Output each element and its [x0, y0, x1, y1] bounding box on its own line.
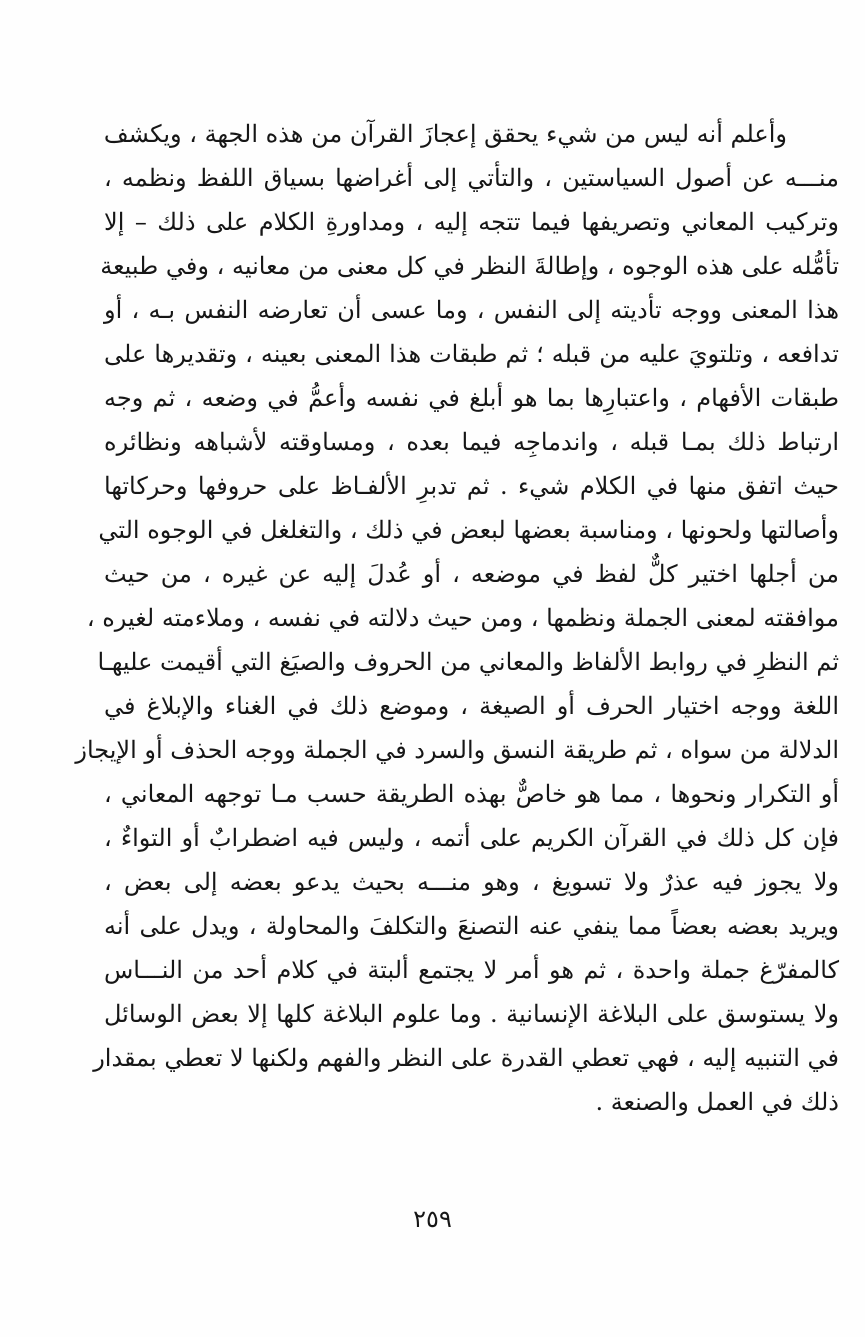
text-line: تأمُّله على هذه الوجوه ، وإطالةَ النظر في كل معنى من معانيه ، وفي طبيعة — [100, 252, 839, 280]
text-line: ولا يستوسق على البلاغة الإنسانية . وما علوم البلاغة كلها إلا بعض الوسائل — [104, 1000, 839, 1028]
text-line: اللغة ووجه اختيار الحرف أو الصيغة ، وموضع ذلك في الغناء والإبلاغ في — [104, 692, 839, 720]
text-line: موافقته لمعنى الجملة ونظمها ، ومن حيث دلالته في نفسه ، وملاءمته لغيره ، — [86, 604, 839, 632]
text-line: ولا يجوز فيه عذرٌ ولا تسويغ ، وهو منـــه بحيث يدعو بعضه إلى بعض ، — [104, 868, 839, 896]
text-line: وتركيب المعاني وتصريفها فيما تتجه إليه ، ومداورةِ الكلام على ذلك – إلا — [104, 208, 839, 236]
text-line: منـــه عن أصول السياستين ، والتأتي إلى أغراضها بسياق اللفظ ونظمه ، — [104, 164, 839, 192]
text-line: الدلالة من سواه ، ثم طريقة النسق والسرد في الجملة ووجه الحذف أو الإيجاز — [75, 736, 839, 764]
text-line: حيث اتفق منها في الكلام شيء . ثم تدبرِ الألفـاظ على حروفها وحركاتها — [104, 472, 839, 500]
text-line: وأصالتها ولحونها ، ومناسبة بعضها لبعض في ذلك ، والتغلغل في الوجوه التي — [98, 516, 839, 544]
text-line: ذلك في العمل والصنعة . — [595, 1088, 839, 1116]
text-line: طبقات الأفهام ، واعتبارِها بما هو أبلغ في نفسه وأعمُّ في وضعه ، ثم وجه — [104, 384, 839, 412]
text-line: أو التكرار ونحوها ، مما هو خاصٌّ بهذه الطريقة حسب مـا توجهه المعاني ، — [104, 780, 839, 808]
text-line: فإن كل ذلك في القرآن الكريم على أتمه ، وليس فيه اضطرابٌ أو التواءٌ ، — [104, 824, 839, 852]
text-line: هذا المعنى ووجه تأديته إلى النفس ، وما عسى أن تعارضه النفس بـه ، أو — [104, 296, 839, 324]
text-line: ارتباط ذلك بمـا قبله ، واندماجِه فيما بعده ، ومساوقته لأشباهه ونظائره — [104, 428, 839, 456]
text-line: وأعلم أنه ليس من شيء يحقق إعجازَ القرآن من هذه الجهة ، ويكشف — [103, 120, 787, 148]
text-line: من أجلها اختير كلٌّ لفظ في موضعه ، أو عُدلَ إليه عن غيره ، من حيث — [104, 560, 839, 588]
page-number: ٢٥٩ — [413, 1205, 452, 1233]
text-line: في التنبيه إليه ، فهي تعطي القدرة على النظر والفهم ولكنها لا تعطي بمقدار — [93, 1044, 839, 1072]
text-line: كالمفرّغ جملة واحدة ، ثم هو أمر لا يجتمع ألبتة في كلام أحد من النـــاس — [104, 956, 839, 984]
text-line: ثم النظرِ في روابط الألفاظ والمعاني من الحروف والصيَغ التي أقيمت عليهـا — [97, 648, 839, 676]
body-text — [75, 112, 839, 1124]
text-line: ويريد بعضه بعضاً مما ينفي عنه التصنعَ والتكلفَ والمحاولة ، ويدل على أنه — [104, 912, 839, 940]
text-line: تدافعه ، وتلتويَ عليه من قبله ؛ ثم طبقات هذا المعنى بعينه ، وتقديرها على — [104, 340, 839, 368]
